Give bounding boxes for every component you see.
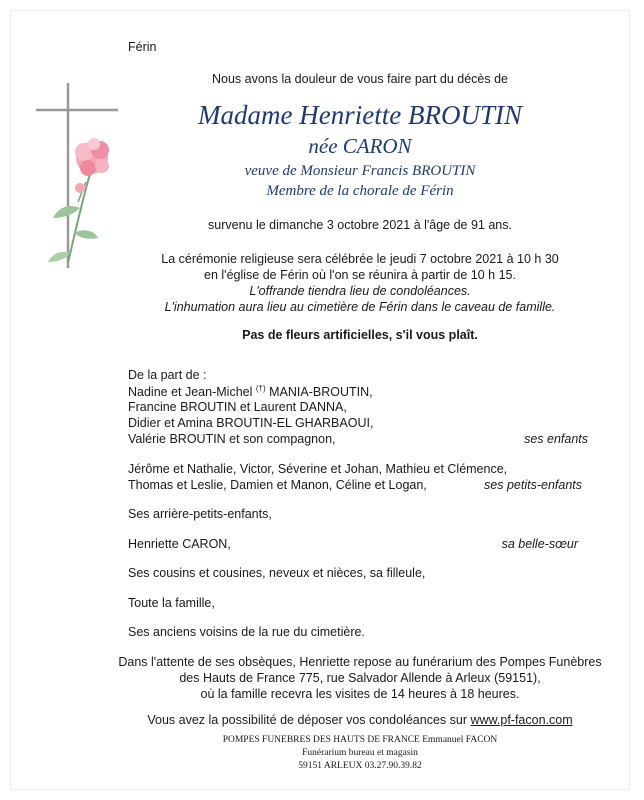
maiden-name: née CARON <box>308 134 412 158</box>
children-line-4-text: Valérie BROUTIN et son compagnon, <box>128 432 336 446</box>
grandchildren-line-2-text: Thomas et Leslie, Damien et Manon, Céline et Logan, <box>128 478 427 492</box>
from-label: De la part de : <box>128 368 207 382</box>
children-name-b: MANIA-BROUTIN, <box>269 385 373 400</box>
grandchildren-line-2 <box>128 478 588 492</box>
children-label: ses enfants <box>524 432 588 446</box>
cousins-line: Ses cousins et cousines, neveux et nièces, sa filleule, <box>128 566 426 580</box>
grandchildren-line-1: Jérôme et Nathalie, Victor, Séverine et Johan, Mathieu et Clémence, <box>128 462 508 476</box>
sister-in-law-line <box>128 537 588 551</box>
great-grandchildren: Ses arrière-petits-enfants, <box>128 507 272 521</box>
intro-text: Nous avons la douleur de vous faire part du décès de <box>211 72 509 86</box>
ceremony-line-3: L'offrande tiendra lieu de condoléances. <box>249 284 471 298</box>
children-line-3: Didier et Amina BROUTIN-EL GHARBAOUI, <box>128 416 374 430</box>
deceased-mark: (†) <box>255 384 266 393</box>
children-line-4 <box>128 432 588 446</box>
children-line-2: Francine BROUTIN et Laurent DANNA, <box>128 400 347 414</box>
ceremony-line-4: L'inhumation aura lieu au cimetière de Férin dans le caveau de famille. <box>164 300 556 314</box>
footer-address-phone: 59151 ARLEUX 03.27.90.39.82 <box>298 761 422 771</box>
widow-of: veuve de Monsieur Francis BROUTIN <box>244 163 476 179</box>
neighbors-line: Ses anciens voisins de la rue du cimetière. <box>128 625 365 639</box>
grandchildren-label: ses petits-enfants <box>484 478 582 492</box>
children-name-a: Nadine et Jean-Michel <box>128 385 253 400</box>
condolences-text: Vous avez la possibilité de déposer vos condoléances sur <box>147 713 468 727</box>
death-date: survenu le dimanche 3 octobre 2021 à l'âge de 91 ans. <box>208 218 512 232</box>
children-line-1 <box>128 384 588 399</box>
condolences-site-link[interactable]: www.pf-facon.com <box>470 713 573 727</box>
rest-line-2: des Hauts de France 775, rue Salvador Allende à Arleux (59151), <box>179 671 541 685</box>
sister-in-law-label: sa belle-sœur <box>501 537 578 551</box>
choir-member: Membre de la chorale de Férin <box>266 183 454 199</box>
sister-in-law-name: Henriette CARON, <box>128 537 231 551</box>
ceremony-line-1: La cérémonie religieuse sera célébrée le jeudi 7 octobre 2021 à 10 h 30 <box>161 252 559 266</box>
all-family-line: Toute la famille, <box>128 596 215 610</box>
location: Férin <box>128 40 157 54</box>
rest-line-3: où la famille recevra les visites de 14 heures à 18 heures. <box>200 687 520 701</box>
flowers-notice: Pas de fleurs artificielles, s'il vous plaît. <box>242 328 478 342</box>
ceremony-line-2: en l'église de Férin où l'on se réunira à partir de 10 h 15. <box>204 268 516 282</box>
deceased-name: Madame Henriette BROUTIN <box>198 100 522 130</box>
footer-company: POMPES FUNEBRES DES HAUTS DE FRANCE Emmanuel FACON <box>222 735 498 745</box>
condolences-line <box>100 713 620 727</box>
footer-funerarium: Funérarium bureau et magasin <box>302 748 418 758</box>
rest-line-1: Dans l'attente de ses obsèques, Henriette repose au funérarium des Pompes Funèbres <box>118 655 602 669</box>
